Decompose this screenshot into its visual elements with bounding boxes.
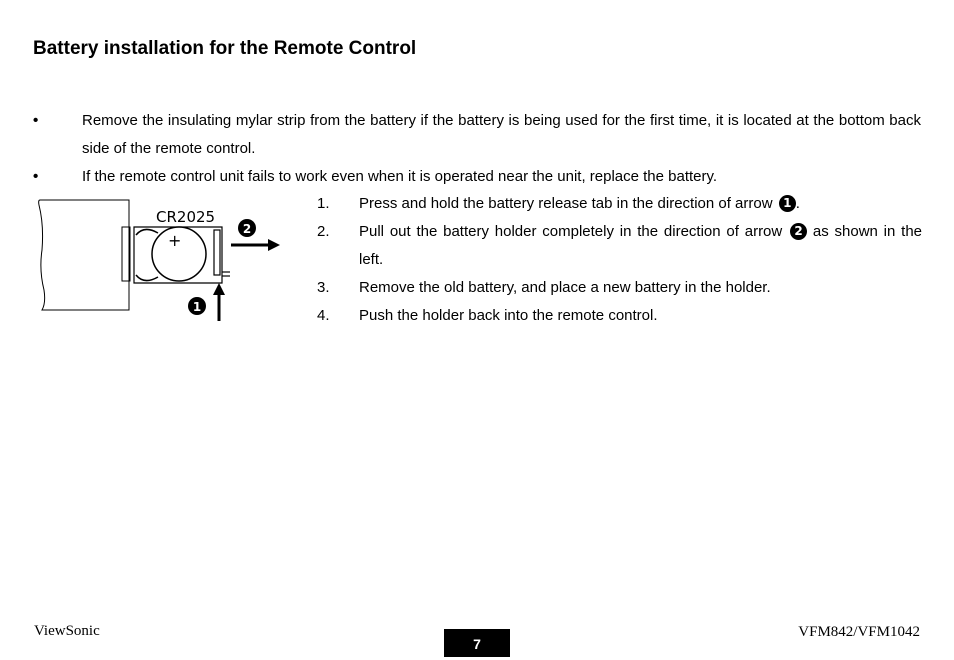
remote-body-outline [39, 200, 129, 310]
step-number: 3. [317, 279, 330, 296]
battery-label: CR2025 [156, 208, 216, 226]
step-number: 4. [317, 307, 330, 324]
page-title: Battery installation for the Remote Control [33, 38, 417, 59]
footer-model: VFM842/VFM1042 [798, 624, 920, 640]
arrow-2 [231, 219, 280, 251]
bullet-text: If the remote control unit fails to work even when it is operated near the unit, replace the battery. [82, 168, 718, 185]
bullet-marker: • [33, 112, 39, 129]
arrow-1 [188, 283, 225, 321]
bullet-text: Remove the insulating mylar strip from the battery if the battery is being used for the first time, it is located at the bottom back side of the remote control. [82, 112, 921, 157]
battery-plus-sign: + [168, 231, 182, 250]
bullet-marker: • [33, 168, 39, 185]
bullet-item [33, 107, 921, 163]
arrow-2-marker: 2 [790, 223, 807, 240]
step-text: Press and hold the battery release tab in the direction of arrow 1 . [359, 195, 800, 212]
battery-diagram [36, 195, 286, 325]
step-item [317, 218, 922, 274]
bullet-item [33, 163, 921, 191]
arrow-1-marker: 1 [779, 195, 796, 212]
step-number: 1. [317, 195, 330, 212]
step-item [317, 274, 922, 302]
step-item [317, 302, 922, 330]
step-text: Remove the old battery, and place a new battery in the holder. [359, 279, 771, 296]
footer-brand: ViewSonic [34, 623, 100, 639]
arrow-1-number: 1 [192, 300, 202, 314]
arrow-2-number: 2 [242, 222, 252, 236]
step-text: Push the holder back into the remote control. [359, 307, 658, 324]
step-item [317, 190, 922, 218]
step-text: Pull out the battery holder completely in the direction of arrow 2 as shown in the left. [359, 223, 923, 268]
step-number: 2. [317, 223, 330, 240]
instruction-steps [317, 190, 922, 330]
page-number: 7 [444, 629, 510, 657]
